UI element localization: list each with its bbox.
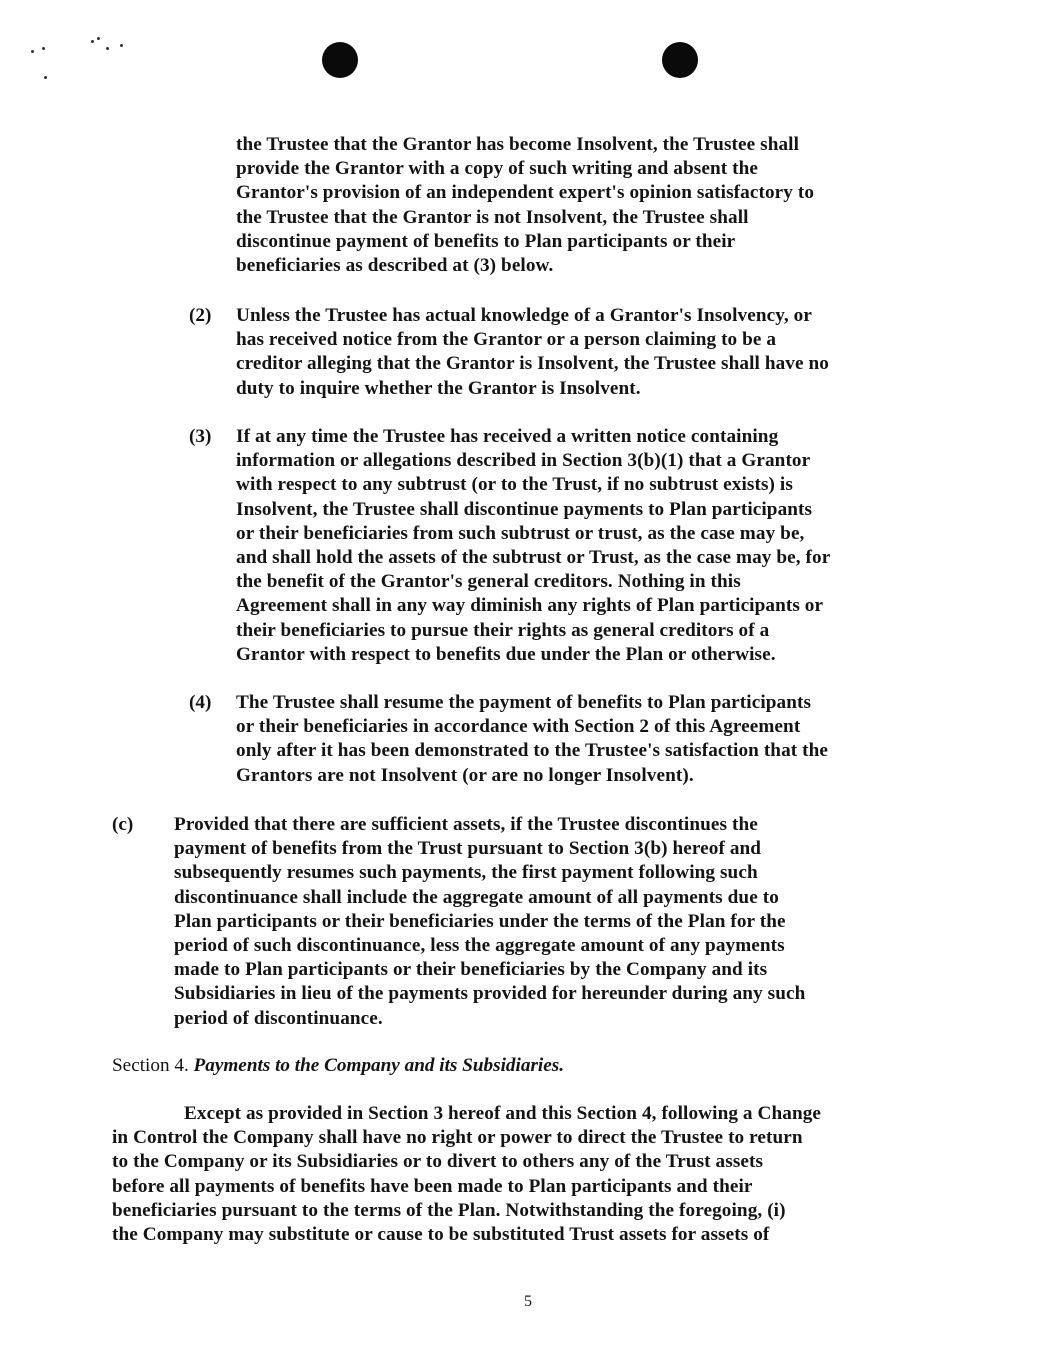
intro-line: Grantor's provision of an independent expert's opinion satisfactory to [236,182,815,204]
item-2-line: duty to inquire whether the Grantor is Insolvent. [236,377,641,399]
item-3-paragraph [236,425,996,667]
item-c-line: Plan participants or their beneficiaries under the terms of the Plan for the [174,910,786,932]
intro-line: the Trustee that the Grantor has become Insolvent, the Trustee shall [236,134,800,155]
item-3-line: and shall hold the assets of the subtrust or Trust, as the case may be, for [236,547,831,569]
intro-line: discontinue payment of benefits to Plan participants or their [236,230,736,252]
item-4-line: The Trustee shall resume the payment of benefits to Plan participants [236,692,812,713]
item-3-line: information or allegations described in Section 3(b)(1) that a Grantor [236,450,811,472]
item-4-number: (4) [189,692,212,713]
item-3-line: or their beneficiaries from such subtrust or trust, as the case may be, [236,522,805,544]
page-number: 5 [524,1293,532,1310]
section-4-line: in Control the Company shall have no right or power to direct the Trustee to return [112,1127,803,1149]
item-3-line: their beneficiaries to pursue their rights as general creditors of a [236,619,770,641]
item-2-paragraph [236,304,996,401]
intro-paragraph [236,133,996,278]
section-4-line: Except as provided in Section 3 hereof and this Section 4, following a Change [184,1103,822,1124]
item-c-paragraph [174,813,974,1031]
section-4-heading [112,1054,564,1078]
item-3-line: Insolvent, the Trustee shall discontinue payments to Plan participants [236,498,813,520]
scan-speck [97,37,100,40]
item-c-line: made to Plan participants or their beneficiaries by the Company and its [174,959,768,981]
item-2-number: (2) [189,305,212,326]
item-4-line: or their beneficiaries in accordance with Section 2 of this Agreement [236,716,801,738]
section-4-line: the Company may substitute or cause to be substituted Trust assets for assets of [112,1224,770,1246]
punch-hole-left [322,42,358,78]
item-c-line: Provided that there are sufficient assets, if the Trustee discontinues the [174,814,758,835]
intro-line: provide the Grantor with a copy of such writing and absent the [236,158,758,180]
section-4-line: beneficiaries pursuant to the terms of the Plan. Notwithstanding the foregoing, (i) [112,1199,786,1221]
item-3-line: the benefit of the Grantor's general creditors. Nothing in this [236,571,741,593]
item-c-number: (c) [112,814,134,835]
scan-speck [42,47,45,50]
item-4-paragraph [236,691,996,788]
item-2-line: Unless the Trustee has actual knowledge of a Grantor's Insolvency, or [236,305,812,326]
item-3-line: Grantor with respect to benefits due under the Plan or otherwise. [236,643,776,665]
item-c-line: period of discontinuance. [174,1007,383,1029]
item-3-line: Agreement shall in any way diminish any rights of Plan participants or [236,595,824,617]
item-4-line: only after it has been demonstrated to the Trustee's satisfaction that the [236,740,829,762]
section-4-line: to the Company or its Subsidiaries or to divert to others any of the Trust assets [112,1151,764,1173]
intro-line: beneficiaries as described at (3) below. [236,255,554,277]
item-3-line: with respect to any subtrust (or to the Trust, if no subtrust exists) is [236,474,793,496]
item-2-line: creditor alleging that the Grantor is Insolvent, the Trustee shall have no [236,353,829,375]
item-2-line: has received notice from the Grantor or a person claiming to be a [236,329,777,351]
item-c-line: period of such discontinuance, less the aggregate amount of any payments [174,935,785,957]
intro-line: the Trustee that the Grantor is not Insolvent, the Trustee shall [236,206,749,228]
scan-speck [91,40,94,43]
item-c-line: Subsidiaries in lieu of the payments provided for hereunder during any such [174,983,806,1005]
scan-speck [44,76,47,79]
item-4-line: Grantors are not Insolvent (or are no longer Insolvent). [236,764,694,786]
section-4-line: before all payments of benefits have been made to Plan participants and their [112,1175,753,1197]
scan-speck [31,50,34,53]
item-3-line: If at any time the Trustee has received a written notice containing [236,426,779,447]
item-c-line: subsequently resumes such payments, the first payment following such [174,862,758,884]
section-4-title: Payments to the Company and its Subsidiaries. [193,1055,565,1076]
section-4-paragraph [112,1102,974,1247]
scan-speck [120,44,123,47]
item-c-line: discontinuance shall include the aggregate amount of all payments due to [174,886,779,908]
item-3-number: (3) [189,426,212,447]
scan-speck [106,47,109,50]
item-c-line: payment of benefits from the Trust pursuant to Section 3(b) hereof and [174,838,762,860]
section-4-label: Section 4. [112,1055,189,1076]
punch-hole-right [662,42,698,78]
